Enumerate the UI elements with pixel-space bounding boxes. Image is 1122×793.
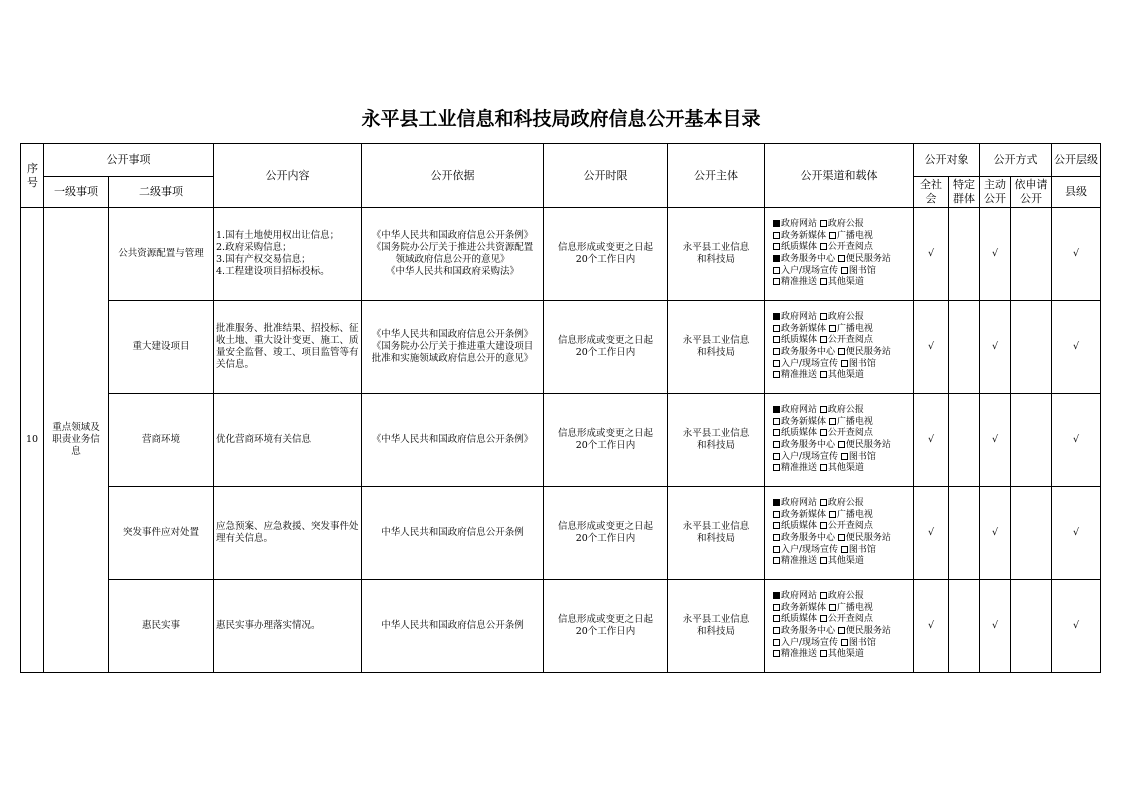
checkbox-paper	[773, 522, 780, 529]
checkbox-newmedia	[773, 418, 780, 425]
checkbox-library	[841, 267, 848, 274]
row-basis	[362, 580, 544, 673]
row-channels	[765, 487, 914, 580]
header-channels: 公开渠道和载体	[765, 144, 914, 208]
channel-label-tv: 广播电视	[836, 230, 873, 241]
channel-line	[773, 417, 911, 429]
header-level1: 一级事项	[44, 177, 109, 208]
checkbox-gazette	[820, 313, 827, 320]
checkbox-door	[773, 267, 780, 274]
checkbox-web	[773, 499, 780, 506]
table-row	[21, 301, 1101, 394]
check-mark: √	[991, 527, 999, 538]
channel-label-other: 其他渠道	[827, 556, 864, 567]
channel-label-service: 便民服务站	[845, 254, 891, 264]
channel-line	[773, 591, 911, 603]
checkbox-other	[820, 557, 827, 564]
channel-label-door: 入户/现场宣传	[781, 265, 839, 276]
channel-label-push: 精准推送	[781, 463, 818, 474]
channel-label-other: 其他渠道	[827, 463, 864, 474]
row-level2: 重大建设项目	[109, 301, 214, 394]
checkbox-push	[773, 557, 780, 564]
row-aud-specific	[949, 580, 980, 673]
checkbox-web	[773, 592, 780, 599]
row-level2: 营商环境	[109, 394, 214, 487]
row-content	[214, 487, 362, 580]
channel-line	[773, 463, 911, 475]
header-level-county: 县级	[1052, 177, 1101, 208]
channel-label-library: 图书馆	[848, 544, 876, 555]
group-seq: 10	[21, 208, 44, 673]
checkbox-paper	[773, 336, 780, 343]
basis-line: 中华人民共和国政府信息公开条例	[381, 620, 524, 631]
header-aud-specific: 特定群体	[949, 177, 980, 208]
row-channels	[765, 208, 914, 301]
row-basis	[362, 301, 544, 394]
checkbox-center	[773, 255, 780, 262]
row-method-request	[1011, 580, 1052, 673]
channel-label-paper: 纸质媒体	[781, 428, 818, 439]
row-subject: 永平县工业信息和科技局	[668, 487, 765, 580]
channel-label-push: 精准推送	[781, 277, 818, 288]
channel-label-web: 政府网站	[781, 311, 818, 322]
channel-line	[773, 649, 911, 661]
channel-line	[773, 521, 911, 533]
basis-line: 《国务院办公厅关于推进重大建设项目	[371, 341, 534, 352]
channel-label-paper: 纸质媒体	[781, 521, 818, 532]
checkbox-web	[773, 406, 780, 413]
channel-label-door: 入户/现场宣传	[781, 637, 839, 648]
check-mark: √	[927, 341, 935, 352]
row-aud-specific	[949, 208, 980, 301]
check-mark: √	[991, 620, 999, 631]
checkbox-push	[773, 464, 780, 471]
checkbox-push	[773, 371, 780, 378]
checkbox-center	[773, 441, 780, 448]
channel-label-other: 其他渠道	[827, 649, 864, 660]
checkbox-service	[838, 441, 845, 448]
channel-line	[773, 242, 911, 254]
channel-label-paper: 纸质媒体	[781, 614, 818, 625]
row-method-request	[1011, 394, 1052, 487]
channel-label-newmedia: 政务新媒体	[781, 602, 827, 613]
channel-line	[773, 638, 911, 650]
row-level2: 突发事件应对处置	[109, 487, 214, 580]
checkbox-center	[773, 534, 780, 541]
header-aud-all: 全社会	[914, 177, 949, 208]
checkbox-service	[838, 627, 845, 634]
checkbox-web	[773, 220, 780, 227]
channel-label-service: 便民服务站	[845, 626, 891, 636]
channel-label-gazette: 政府公报	[827, 590, 864, 601]
checkbox-paper	[773, 243, 780, 250]
checkbox-door	[773, 546, 780, 553]
channel-label-library: 图书馆	[848, 451, 876, 462]
channel-label-service: 便民服务站	[845, 533, 891, 543]
channel-label-paper: 纸质媒体	[781, 242, 818, 253]
checkbox-tv	[829, 418, 836, 425]
row-aud-specific	[949, 301, 980, 394]
checkbox-tv	[829, 511, 836, 518]
channel-label-library: 图书馆	[848, 637, 876, 648]
channel-label-door: 入户/现场宣传	[781, 544, 839, 555]
check-mark: √	[1072, 434, 1080, 445]
channel-label-gazette: 政府公报	[827, 218, 864, 229]
header-row-1	[21, 144, 1101, 177]
header-level: 公开层级	[1052, 144, 1101, 177]
checkbox-newmedia	[773, 604, 780, 611]
checkbox-service	[838, 255, 845, 262]
channel-line	[773, 312, 911, 324]
row-channels	[765, 580, 914, 673]
header-subject: 公开主体	[668, 144, 765, 208]
row-channels	[765, 301, 914, 394]
basis-line: 《国务院办公厅关于推进公共资源配置	[371, 242, 534, 253]
content-line: 3.国有产权交易信息；	[216, 254, 311, 265]
content-line: 4.工程建设项目招标投标。	[216, 266, 330, 277]
checkbox-gazette	[820, 499, 827, 506]
channel-line	[773, 556, 911, 568]
row-aud-specific	[949, 394, 980, 487]
row-level-county	[1052, 394, 1101, 487]
channel-label-newmedia: 政务新媒体	[781, 230, 827, 241]
row-method-active	[980, 208, 1011, 301]
channel-label-tv: 广播电视	[836, 602, 873, 613]
channel-label-web: 政府网站	[781, 404, 818, 415]
row-subject: 永平县工业信息和科技局	[668, 394, 765, 487]
channel-label-other: 其他渠道	[827, 370, 864, 381]
basis-line: 批准和实施领域政府信息公开的意见》	[371, 353, 534, 364]
checkbox-push	[773, 650, 780, 657]
channel-line	[773, 347, 911, 359]
row-method-active	[980, 487, 1011, 580]
channel-label-center: 政务服务中心	[781, 626, 836, 636]
check-mark: √	[927, 434, 935, 445]
checkbox-gazette	[820, 406, 827, 413]
channel-line	[773, 545, 911, 557]
header-method-request: 依申请公开	[1011, 177, 1052, 208]
header-audience: 公开对象	[914, 144, 980, 177]
row-method-request	[1011, 487, 1052, 580]
channel-label-tv: 广播电视	[836, 323, 873, 334]
channel-label-center: 政务服务中心	[781, 533, 836, 543]
row-level2: 公共资源配置与管理	[109, 208, 214, 301]
channel-label-push: 精准推送	[781, 649, 818, 660]
checkbox-service	[838, 348, 845, 355]
checkbox-center	[773, 627, 780, 634]
checkbox-other	[820, 650, 827, 657]
basis-line: 《中华人民共和国政府采购法》	[385, 266, 519, 277]
channel-line	[773, 626, 911, 638]
catalog-table	[20, 143, 1101, 673]
row-method-active	[980, 301, 1011, 394]
row-aud-all	[914, 208, 949, 301]
channel-label-reading: 公开查阅点	[827, 335, 873, 346]
row-level-county	[1052, 487, 1101, 580]
header-level2: 二级事项	[109, 177, 214, 208]
row-basis	[362, 487, 544, 580]
row-method-active	[980, 394, 1011, 487]
channel-label-web: 政府网站	[781, 497, 818, 508]
channel-line	[773, 359, 911, 371]
row-aud-all	[914, 301, 949, 394]
channel-line	[773, 533, 911, 545]
checkbox-web	[773, 313, 780, 320]
row-timing: 信息形成或变更之日起20个工作日内	[544, 394, 668, 487]
row-content	[214, 580, 362, 673]
channel-label-door: 入户/现场宣传	[781, 358, 839, 369]
channel-line	[773, 603, 911, 615]
channel-label-web: 政府网站	[781, 218, 818, 229]
channel-label-other: 其他渠道	[827, 277, 864, 288]
row-timing: 信息形成或变更之日起20个工作日内	[544, 580, 668, 673]
checkbox-tv	[829, 232, 836, 239]
channel-line	[773, 219, 911, 231]
row-content	[214, 208, 362, 301]
channel-label-reading: 公开查阅点	[827, 521, 873, 532]
table-row	[21, 208, 1101, 301]
basis-line: 《中华人民共和国政府信息公开条例》	[371, 230, 534, 241]
row-subject: 永平县工业信息和科技局	[668, 301, 765, 394]
header-method: 公开方式	[980, 144, 1052, 177]
checkbox-other	[820, 464, 827, 471]
check-mark: √	[1072, 341, 1080, 352]
channel-label-center: 政务服务中心	[781, 347, 836, 357]
checkbox-door	[773, 360, 780, 367]
header-seq: 序号	[21, 144, 44, 208]
checkbox-newmedia	[773, 511, 780, 518]
channel-label-reading: 公开查阅点	[827, 428, 873, 439]
channel-label-gazette: 政府公报	[827, 404, 864, 415]
checkbox-gazette	[820, 592, 827, 599]
check-mark: √	[927, 248, 935, 259]
checkbox-paper	[773, 615, 780, 622]
checkbox-other	[820, 278, 827, 285]
channel-label-paper: 纸质媒体	[781, 335, 818, 346]
check-mark: √	[991, 341, 999, 352]
channel-line	[773, 452, 911, 464]
header-items: 公开事项	[44, 144, 214, 177]
checkbox-paper	[773, 429, 780, 436]
channel-line	[773, 254, 911, 266]
channel-line	[773, 510, 911, 522]
channel-line	[773, 231, 911, 243]
table-row	[21, 394, 1101, 487]
checkbox-tv	[829, 325, 836, 332]
row-timing: 信息形成或变更之日起20个工作日内	[544, 208, 668, 301]
checkbox-center	[773, 348, 780, 355]
channel-line	[773, 498, 911, 510]
row-content	[214, 301, 362, 394]
channel-label-push: 精准推送	[781, 370, 818, 381]
content-line: 惠民实事办理落实情况。	[216, 620, 321, 631]
row-content	[214, 394, 362, 487]
channel-label-tv: 广播电视	[836, 416, 873, 427]
row-subject: 永平县工业信息和科技局	[668, 580, 765, 673]
basis-line: 《中华人民共和国政府信息公开条例》	[371, 434, 534, 445]
check-mark: √	[1072, 248, 1080, 259]
row-method-request	[1011, 301, 1052, 394]
row-aud-all	[914, 487, 949, 580]
channel-line	[773, 370, 911, 382]
row-level-county	[1052, 301, 1101, 394]
checkbox-reading	[820, 429, 827, 436]
row-aud-all	[914, 580, 949, 673]
channel-label-service: 便民服务站	[845, 440, 891, 450]
content-line: 优化营商环境有关信息	[216, 434, 312, 445]
row-level2: 惠民实事	[109, 580, 214, 673]
group-level1: 重点领域及职责业务信息	[44, 208, 109, 673]
channel-label-web: 政府网站	[781, 590, 818, 601]
checkbox-reading	[820, 522, 827, 529]
header-content: 公开内容	[214, 144, 362, 208]
checkbox-library	[841, 546, 848, 553]
check-mark: √	[991, 248, 999, 259]
channel-line	[773, 428, 911, 440]
channel-label-push: 精准推送	[781, 556, 818, 567]
channel-label-newmedia: 政务新媒体	[781, 323, 827, 334]
row-aud-all	[914, 394, 949, 487]
channel-label-center: 政务服务中心	[781, 254, 836, 264]
channel-line	[773, 266, 911, 278]
checkbox-reading	[820, 336, 827, 343]
content-line: 应急预案、应急救援、突发事件处理有关信息。	[216, 521, 359, 544]
table-row	[21, 580, 1101, 673]
channel-line	[773, 335, 911, 347]
basis-line: 《中华人民共和国政府信息公开条例》	[371, 329, 534, 340]
channel-line	[773, 324, 911, 336]
channel-label-tv: 广播电视	[836, 509, 873, 520]
row-subject: 永平县工业信息和科技局	[668, 208, 765, 301]
row-basis	[362, 208, 544, 301]
channel-label-newmedia: 政务新媒体	[781, 509, 827, 520]
channel-label-reading: 公开查阅点	[827, 242, 873, 253]
checkbox-gazette	[820, 220, 827, 227]
row-timing: 信息形成或变更之日起20个工作日内	[544, 487, 668, 580]
row-method-active	[980, 580, 1011, 673]
header-timing: 公开时限	[544, 144, 668, 208]
row-level-county	[1052, 580, 1101, 673]
check-mark: √	[991, 434, 999, 445]
row-timing: 信息形成或变更之日起20个工作日内	[544, 301, 668, 394]
check-mark: √	[1072, 620, 1080, 631]
channel-label-library: 图书馆	[848, 265, 876, 276]
table-row	[21, 487, 1101, 580]
basis-line: 中华人民共和国政府信息公开条例	[381, 527, 524, 538]
basis-line: 领域政府信息公开的意见》	[395, 254, 510, 265]
channel-line	[773, 440, 911, 452]
check-mark: √	[927, 527, 935, 538]
checkbox-newmedia	[773, 232, 780, 239]
channel-line	[773, 614, 911, 626]
channel-line	[773, 405, 911, 417]
checkbox-library	[841, 639, 848, 646]
checkbox-push	[773, 278, 780, 285]
row-aud-specific	[949, 487, 980, 580]
header-method-active: 主动公开	[980, 177, 1011, 208]
checkbox-reading	[820, 243, 827, 250]
checkbox-library	[841, 453, 848, 460]
checkbox-tv	[829, 604, 836, 611]
channel-label-gazette: 政府公报	[827, 497, 864, 508]
checkbox-door	[773, 639, 780, 646]
channel-label-center: 政务服务中心	[781, 440, 836, 450]
check-mark: √	[927, 620, 935, 631]
channel-line	[773, 277, 911, 289]
checkbox-other	[820, 371, 827, 378]
content-line: 批准服务、批准结果、招投标、征收土地、重大设计变更、施工、质量安全监督、竣工、项目监管等有关信息。	[216, 323, 359, 370]
channel-label-gazette: 政府公报	[827, 311, 864, 322]
checkbox-service	[838, 534, 845, 541]
check-mark: √	[1072, 527, 1080, 538]
checkbox-reading	[820, 615, 827, 622]
checkbox-door	[773, 453, 780, 460]
channel-label-service: 便民服务站	[845, 347, 891, 357]
channel-label-library: 图书馆	[848, 358, 876, 369]
row-method-request	[1011, 208, 1052, 301]
page-title: 永平县工业信息和科技局政府信息公开基本目录	[361, 108, 761, 130]
row-channels	[765, 394, 914, 487]
channel-label-newmedia: 政务新媒体	[781, 416, 827, 427]
row-level-county	[1052, 208, 1101, 301]
row-basis	[362, 394, 544, 487]
content-line: 2.政府采购信息；	[216, 242, 292, 253]
content-line: 1.国有土地使用权出让信息；	[216, 230, 340, 241]
checkbox-newmedia	[773, 325, 780, 332]
channel-label-reading: 公开查阅点	[827, 614, 873, 625]
checkbox-library	[841, 360, 848, 367]
header-basis: 公开依据	[362, 144, 544, 208]
channel-label-door: 入户/现场宣传	[781, 451, 839, 462]
